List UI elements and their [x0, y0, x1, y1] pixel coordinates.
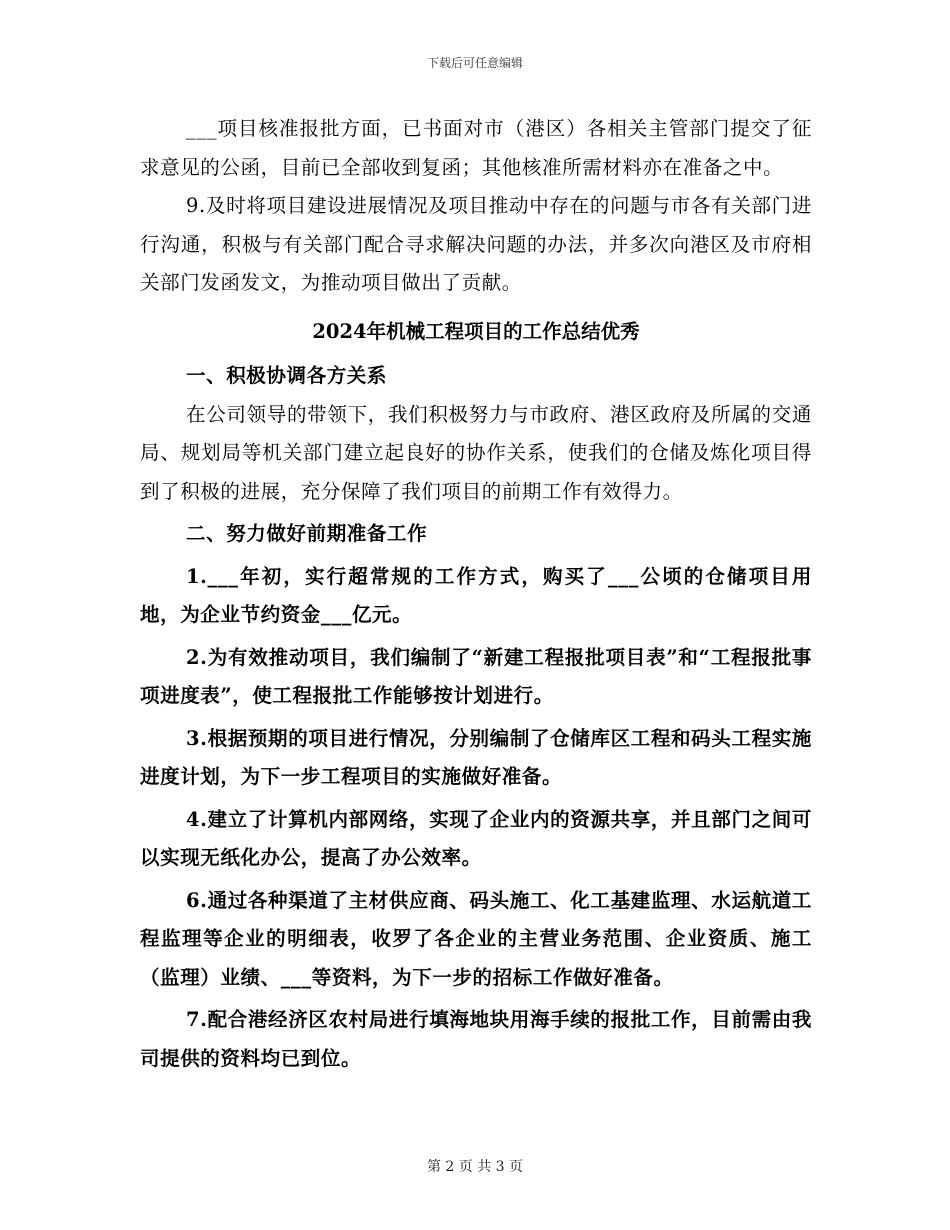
page-header: 下载后可任意编辑	[426, 56, 523, 70]
paragraph-item-1: 1.___年初，实行超常规的工作方式，购买了___公顷的仓储项目用地，为企业节约资金___亿元。	[140, 564, 812, 626]
section-title: 2024年机械工程项目的工作总结优秀	[312, 319, 640, 343]
paragraph-item-2: 2.为有效推动项目，我们编制了“新建工程报批项目表”和“工程报批事项进度表”，使工程报批工作能够按计划进行。	[140, 645, 812, 707]
paragraph-item-7: 7.配合港经济区农村局进行填海地块用海手续的报批工作，目前需由我司提供的资料均已到位。	[140, 1008, 812, 1070]
paragraph-item-4: 4.建立了计算机内部网络，实现了企业内的资源共享，并且部门之间可以实现无纸化办公，提高了办公效率。	[140, 807, 812, 869]
heading-1: 一、积极协调各方关系	[186, 364, 388, 387]
paragraph-item-3: 3.根据预期的项目进行情况，分别编制了仓储库区工程和码头工程实施进度计划，为下一步工程项目的实施做好准备。	[140, 726, 812, 788]
paragraph-approval: ___项目核准报批方面，已书面对市（港区）各相关主管部门提交了征求意见的公函，目前已全部收到复函；其他核准所需材料亦在准备之中。	[140, 117, 812, 179]
paragraph-item-6: 6.通过各种渠道了主材供应商、码头施工、化工基建监理、水运航道工程监理等企业的明细表，收罗了各企业的主营业务范围、企业资质、施工（监理）业绩、___等资料，为下一步的招标工作做好准备。	[140, 888, 812, 989]
paragraph-coordination: 在公司领导的带领下，我们积极努力与市政府、港区政府及所属的交通局、规划局等机关部门建立起良好的协作关系，使我们的仓储及炼化项目得到了积极的进展，充分保障了我们项目的前期工作有效得力。	[140, 402, 812, 503]
document-body	[140, 110, 812, 1078]
page-footer: 第 2 页 共 3 页	[426, 1159, 524, 1175]
heading-2: 二、努力做好前期准备工作	[186, 522, 428, 545]
paragraph-item-9: 9.及时将项目建设进展情况及项目推动中存在的问题与市各有关部门进行沟通，积极与有关部门配合寻求解决问题的办法，并多次向港区及市府相关部门发函发文，为推动项目做出了贡献。	[140, 194, 812, 294]
